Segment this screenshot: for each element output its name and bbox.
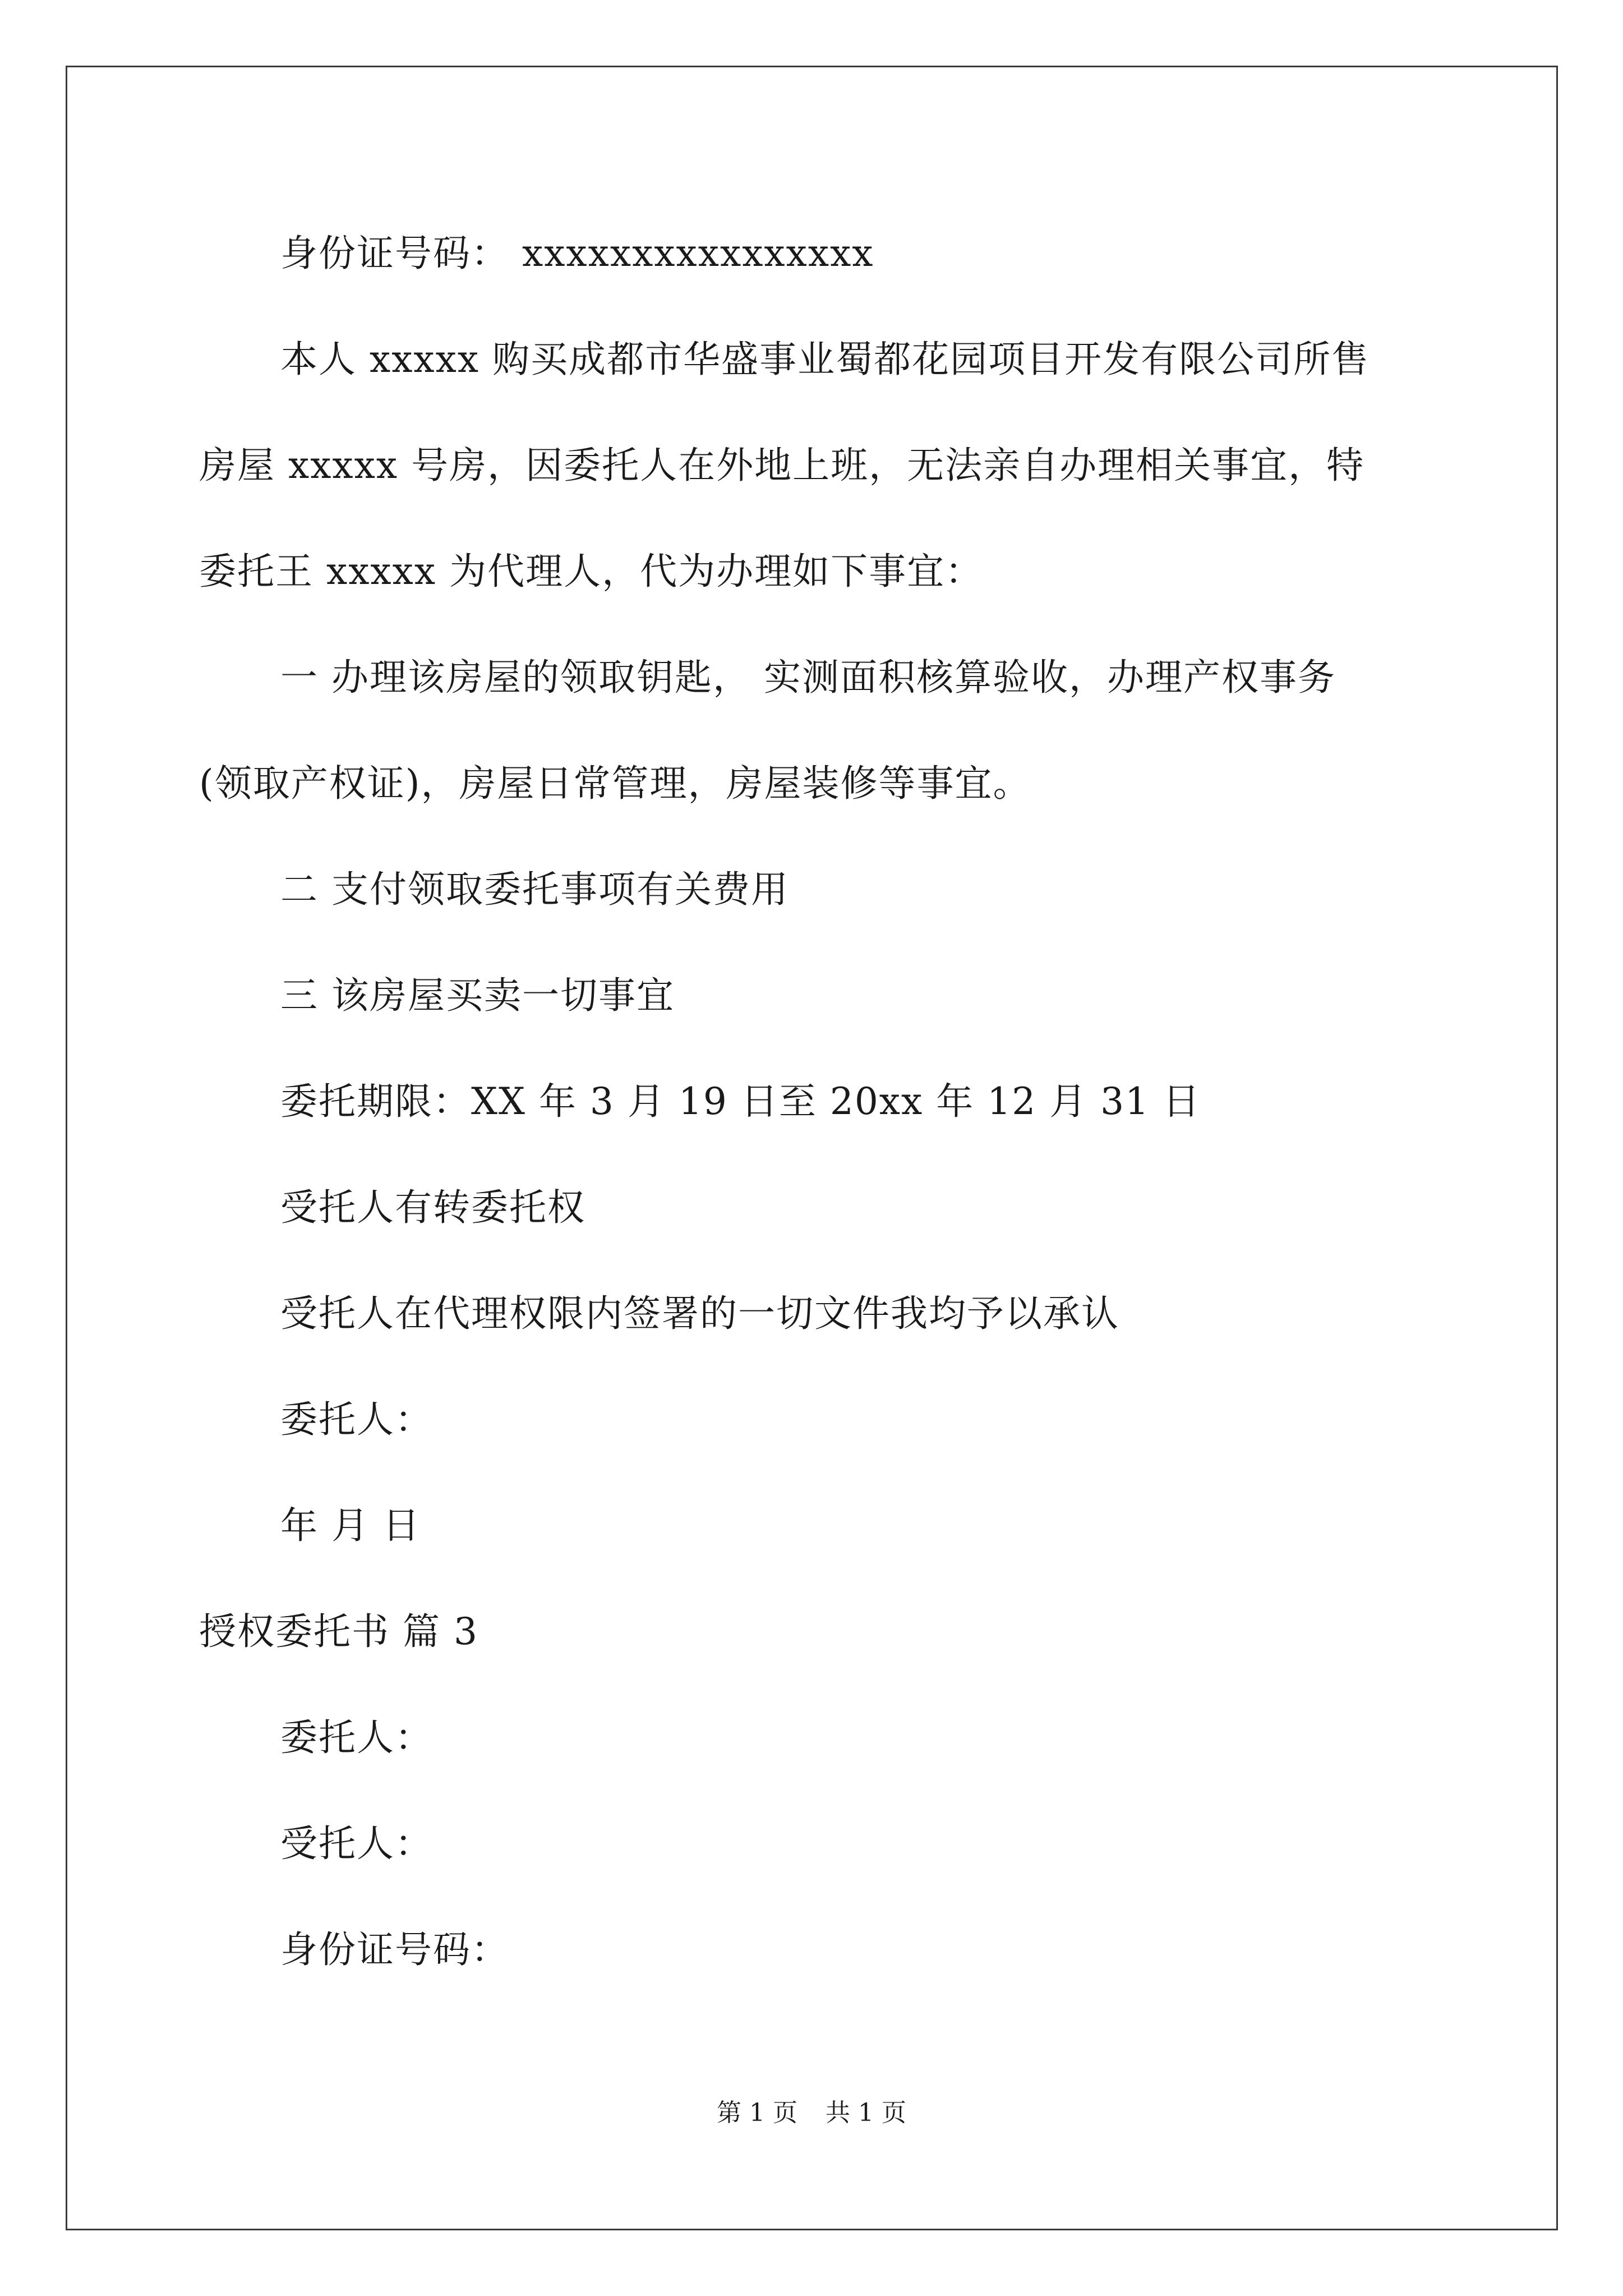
section-heading: 授权委托书 篇 3 — [199, 1610, 478, 1653]
principal-label: 委托人： — [280, 1398, 433, 1441]
page-number-total: 共 1 页 — [826, 2099, 906, 2127]
id-number-line: 身份证号码： xxxxxxxxxxxxxxxx — [280, 232, 874, 275]
item-one-continuation: (领取产权证)，房屋日常管理，房屋装修等事宜。 — [199, 762, 1031, 805]
id-number-label: 身份证号码： — [280, 1928, 509, 1971]
body-paragraph-line: 委托王 xxxxx 为代理人，代为办理如下事宜： — [199, 550, 984, 593]
agent-label: 受托人： — [280, 1822, 433, 1865]
principal-label: 委托人： — [280, 1716, 433, 1759]
body-paragraph-line: 本人 xxxxx 购买成都市华盛事业蜀都花园项目开发有限公司所售 — [280, 338, 1370, 381]
body-paragraph-line: 房屋 xxxxx 号房，因委托人在外地上班，无法亲自办理相关事宜，特 — [199, 444, 1365, 487]
page-border — [66, 66, 1558, 2230]
term-period-line: 委托期限：XX 年 3 月 19 日至 20xx 年 12 月 31 日 — [280, 1080, 1201, 1123]
page-footer — [0, 2097, 1623, 2129]
date-line: 年 月 日 — [280, 1504, 421, 1547]
page-number-current: 第 1 页 — [717, 2099, 797, 2127]
item-one-line: 一 办理该房屋的领取钥匙， 实测面积核算验收，办理产权事务 — [280, 656, 1336, 699]
recognition-line: 受托人在代理权限内签署的一切文件我均予以承认 — [280, 1292, 1119, 1335]
item-three-line: 三 该房屋买卖一切事宜 — [280, 974, 675, 1017]
item-two-line: 二 支付领取委托事项有关费用 — [280, 868, 789, 911]
sub-delegation-line: 受托人有转委托权 — [280, 1186, 585, 1229]
